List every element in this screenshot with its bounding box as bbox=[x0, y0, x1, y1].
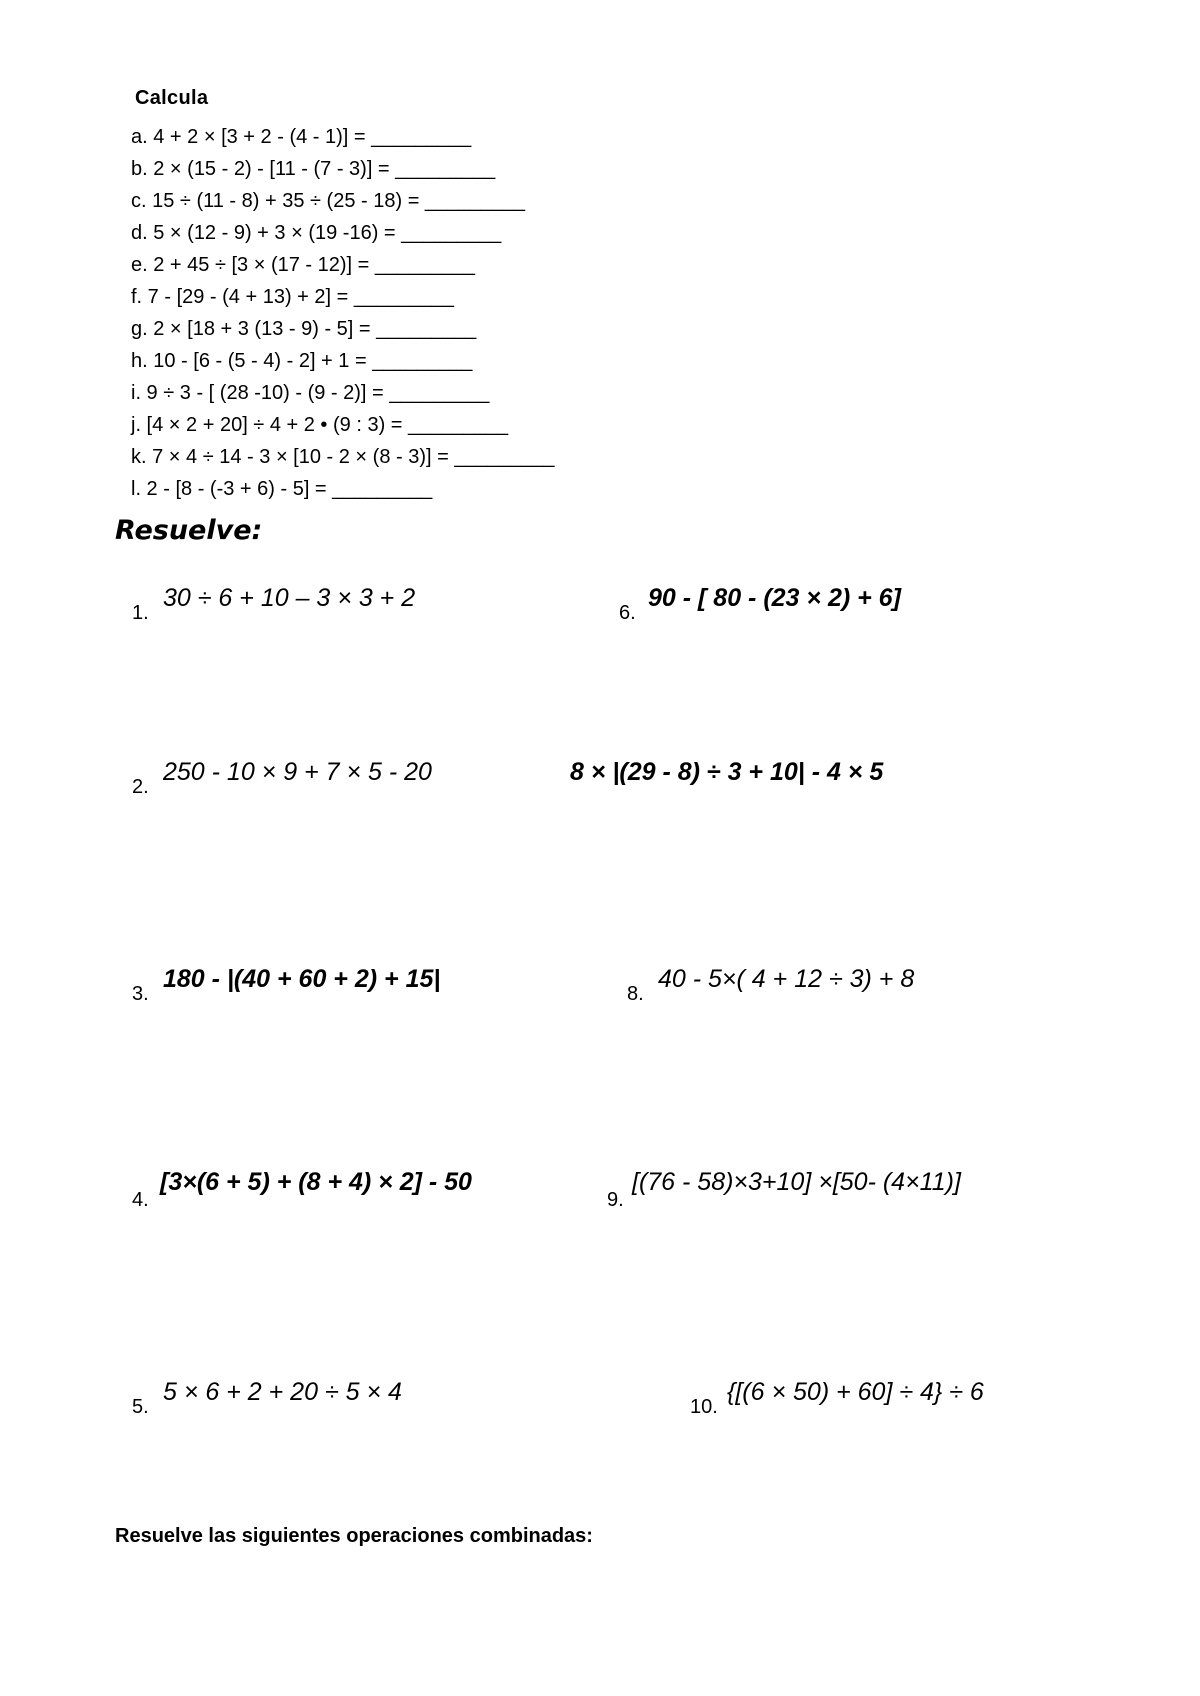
calcula-item-f: f. 7 - [29 - (4 + 13) + 2] = _________ bbox=[131, 286, 454, 308]
exercise-9-number: 9. bbox=[607, 1189, 624, 1211]
calcula-item-g: g. 2 × [18 + 3 (13 - 9) - 5] = _________ bbox=[131, 318, 477, 340]
calcula-title: Calcula bbox=[135, 87, 209, 109]
exercise-8-number: 8. bbox=[627, 983, 644, 1005]
exercise-2-number: 2. bbox=[132, 776, 149, 798]
calcula-item-k: k. 7 × 4 ÷ 14 - 3 × [10 - 2 × (8 - 3)] = _________ bbox=[131, 446, 555, 468]
calcula-item-j: j. [4 × 2 + 20] ÷ 4 + 2 • (9 : 3) = _________ bbox=[131, 414, 509, 436]
calcula-item-e: e. 2 + 45 ÷ [3 × (17 - 12)] = _________ bbox=[131, 254, 476, 276]
exercise-5-expression: 5 × 6 + 2 + 20 ÷ 5 × 4 bbox=[163, 1378, 402, 1406]
calcula-item-h: h. 10 - [6 - (5 - 4) - 2] + 1 = _________ bbox=[131, 350, 473, 372]
exercise-1-number: 1. bbox=[132, 602, 149, 624]
resuelve-title: Resuelve: bbox=[115, 515, 263, 546]
exercise-6-expression: 90 - [ 80 - (23 × 2) + 6] bbox=[648, 584, 901, 612]
exercise-9-expression: [(76 - 58)×3+10] ×[50- (4×11)] bbox=[632, 1168, 961, 1196]
exercise-10-expression: {[(6 × 50) + 60] ÷ 4} ÷ 6 bbox=[727, 1378, 984, 1406]
calcula-item-l: l. 2 - [8 - (-3 + 6) - 5] = _________ bbox=[131, 478, 433, 500]
exercise-3-expression: 180 - |(40 + 60 + 2) + 15| bbox=[163, 965, 441, 993]
calcula-item-a: a. 4 + 2 × [3 + 2 - (4 - 1)] = _________ bbox=[131, 126, 472, 148]
exercise-2-expression: 250 - 10 × 9 + 7 × 5 - 20 bbox=[163, 758, 432, 786]
exercise-5-number: 5. bbox=[132, 1396, 149, 1418]
footer-instruction: Resuelve las siguientes operaciones combinadas: bbox=[115, 1525, 593, 1547]
exercise-6-number: 6. bbox=[619, 602, 636, 624]
calcula-item-i: i. 9 ÷ 3 - [ (28 -10) - (9 - 2)] = _________ bbox=[131, 382, 490, 404]
exercise-4-number: 4. bbox=[132, 1189, 149, 1211]
exercise-8-expression: 40 - 5×( 4 + 12 ÷ 3) + 8 bbox=[658, 965, 915, 993]
calcula-item-d: d. 5 × (12 - 9) + 3 × (19 -16) = _________ bbox=[131, 222, 502, 244]
calcula-list bbox=[131, 121, 554, 505]
exercise-3-number: 3. bbox=[132, 983, 149, 1005]
exercise-4-expression: [3×(6 + 5) + (8 + 4) × 2] - 50 bbox=[160, 1168, 472, 1196]
exercise-10-number: 10. bbox=[690, 1396, 718, 1418]
calcula-item-b: b. 2 × (15 - 2) - [11 - (7 - 3)] = _________ bbox=[131, 158, 496, 180]
exercise-1-expression: 30 ÷ 6 + 10 – 3 × 3 + 2 bbox=[163, 584, 416, 612]
calcula-item-c: c. 15 ÷ (11 - 8) + 35 ÷ (25 - 18) = _________ bbox=[131, 190, 526, 212]
exercise-7-expression: 8 × |(29 - 8) ÷ 3 + 10| - 4 × 5 bbox=[570, 758, 884, 786]
